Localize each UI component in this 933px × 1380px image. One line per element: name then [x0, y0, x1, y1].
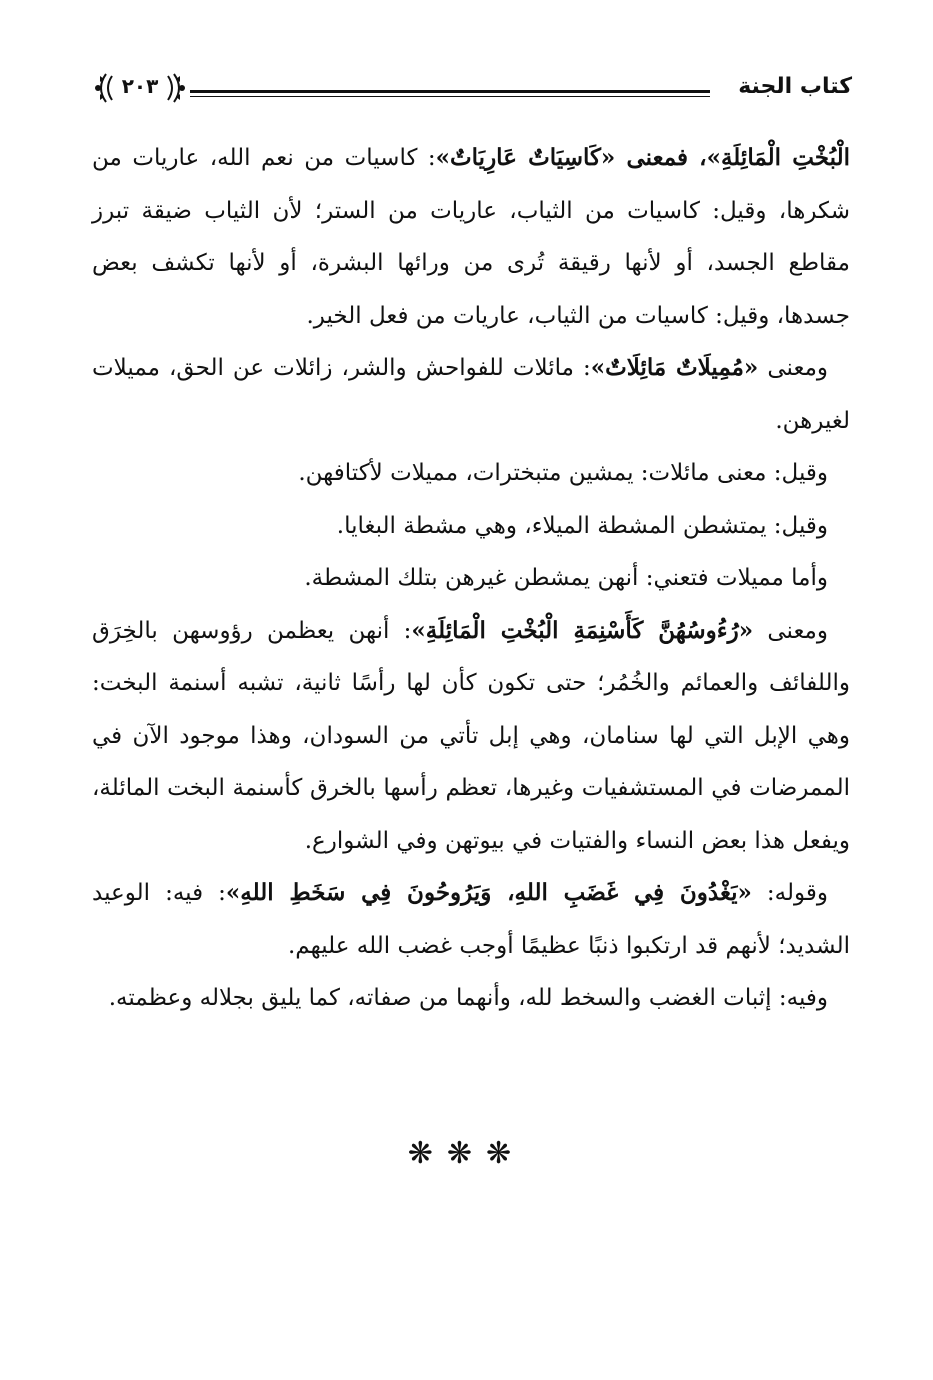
page-number: ٢٠٣	[121, 74, 159, 98]
body-text	[92, 132, 850, 1025]
quoted-hadith-phrase: «كَاسِيَاتٌ عَارِيَاتٌ»	[435, 144, 616, 171]
page-header	[92, 68, 852, 112]
paragraph	[92, 552, 850, 605]
paragraph-text: : كاسيات من نعم الله، عاريات من شكرها، وقيل: كاسيات من الثياب، عاريات من الستر؛ لأن الثياب ضيقة تبرز مقاطع الجسد، أو لأنها رقيقة تُرى من ورائها البشرة، أو لأنها تكشف بعض جسدها، وقيل: كاسيات من الثياب، عاريات من فعل الخير.	[92, 145, 850, 329]
paragraph-text: وأما مميلات فتعني: أنهن يمشطن غيرهن بتلك المشطة.	[304, 565, 828, 591]
paragraph-text: : فيه: الوعيد الشديد؛ لأنهم قد ارتكبوا ذنبًا عظيمًا أوجب غضب الله عليهم.	[92, 880, 850, 959]
quoted-hadith-phrase: الْبُخْتِ الْمَائِلَةِ»، فمعنى	[615, 144, 850, 171]
quoted-hadith-phrase: «يَغْدُونَ فِي غَضَبِ اللهِ، وَيَرُوحُونَ فِي سَخَطِ اللهِ»	[225, 879, 752, 906]
quoted-hadith-phrase: «مُمِيلَاتٌ مَائِلَاتٌ»	[590, 354, 759, 381]
paragraph-text: وقيل: يمتشطن المشطة الميلاء، وهي مشطة البغايا.	[336, 512, 828, 539]
page-number-badge	[92, 68, 188, 108]
quoted-hadith-phrase: «رُءُوسُهُنَّ كَأَسْنِمَةِ الْبُخْتِ الْمَائِلَةِ»	[411, 616, 754, 644]
paragraph-text: وقيل: معنى مائلات: يمشين متبخترات، مميلات لأكتافهن.	[298, 460, 828, 486]
paragraph	[92, 867, 850, 972]
paragraph-text: : أنهن يعظمن رؤوسهن بالخِرَق واللفائف والعمائم والخُمُر؛ حتى تكون كأن لها رأسًا ثانية، تشبه أسنمة البخت: وهي الإبل التي لها سنامان، وهي إبل تأتي من السودان، وهذا موجود الآن في الممرضات في المستشفيات وغيرها، تعظم رأسها بالخرق كأسنمة البخت المائلة، ويفعل هذا بعض النساء والفتيات في بيوتهن وفي الشوارع.	[92, 617, 850, 854]
paragraph-text: : مائلات للفواحش والشر، زائلات عن الحق، مميلات لغيرهن.	[92, 355, 850, 434]
paragraph-text: ومعنى	[758, 355, 829, 381]
paragraph	[92, 342, 850, 447]
paragraph-text: وقوله:	[751, 880, 828, 906]
book-title: كتاب الجنة	[738, 74, 852, 99]
paragraph	[92, 972, 850, 1025]
paragraph-text: ومعنى	[753, 617, 828, 644]
paragraph	[92, 605, 850, 868]
header-rule	[190, 90, 710, 93]
paragraph-text: وفيه: إثبات الغضب والسخط لله، وأنهما من صفاته، كما يليق بجلاله وعظمته.	[108, 985, 828, 1011]
paragraph	[92, 132, 850, 342]
paragraph	[92, 447, 850, 500]
section-end-ornament: ❋❋❋	[407, 1136, 526, 1171]
paragraph	[92, 500, 850, 553]
